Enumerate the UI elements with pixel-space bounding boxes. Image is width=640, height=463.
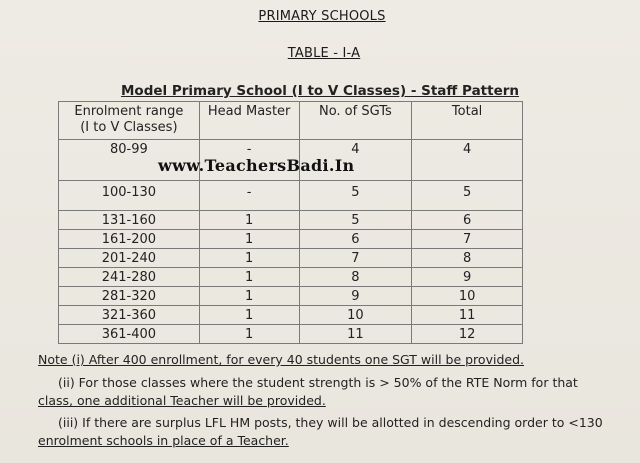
cell-total: 9 — [412, 268, 523, 287]
cell-head-master: 1 — [199, 230, 299, 249]
cell-sgts: 5 — [299, 211, 412, 230]
cell-head-master: 1 — [199, 306, 299, 325]
table-row — [59, 230, 523, 249]
note-one: Note (i) After 400 enrollment, for every 40 students one SGT will be provided. — [38, 352, 524, 367]
cell-sgts: 11 — [299, 325, 412, 344]
staff-pattern-table — [58, 101, 523, 344]
note-two: (ii) For those classes where the student strength is > 50% of the RTE Norm for that — [58, 375, 578, 390]
header-no-of-sgts: No. of SGTs — [299, 102, 412, 140]
cell-sgts: 4 — [299, 140, 412, 181]
table-row — [59, 268, 523, 287]
cell-range: 100-130 — [59, 181, 200, 211]
cell-total: 6 — [412, 211, 523, 230]
table-caption: Model Primary School (I to V Classes) - Staff Pattern — [120, 83, 520, 99]
table-row — [59, 325, 523, 344]
cell-range: 281-320 — [59, 287, 200, 306]
table-header-row — [59, 102, 523, 140]
cell-total: 7 — [412, 230, 523, 249]
cell-head-master: - — [199, 181, 299, 211]
cell-total: 12 — [412, 325, 523, 344]
cell-range: 321-360 — [59, 306, 200, 325]
website-watermark: www.TeachersBadi.In — [158, 156, 355, 175]
cell-head-master: 1 — [199, 249, 299, 268]
table-row — [59, 306, 523, 325]
note-two-continued: class, one additional Teacher will be provided. — [38, 393, 326, 408]
cell-total: 4 — [412, 140, 523, 181]
cell-range: 361-400 — [59, 325, 200, 344]
cell-total: 11 — [412, 306, 523, 325]
cell-sgts: 6 — [299, 230, 412, 249]
cell-sgts: 10 — [299, 306, 412, 325]
cell-sgts: 7 — [299, 249, 412, 268]
table-identifier: TABLE - I-A — [287, 46, 361, 61]
table-row — [59, 211, 523, 230]
table-row — [59, 287, 523, 306]
cell-total: 8 — [412, 249, 523, 268]
table-row — [59, 249, 523, 268]
cell-total: 10 — [412, 287, 523, 306]
header-enrolment-line1: Enrolment range — [74, 104, 184, 119]
cell-total: 5 — [412, 181, 523, 211]
cell-range: 131-160 — [59, 211, 200, 230]
cell-range: 201-240 — [59, 249, 200, 268]
note-three: (iii) If there are surplus LFL HM posts, they will be allotted in descending order to <130 — [58, 415, 603, 430]
table-row — [59, 181, 523, 211]
header-total: Total — [412, 102, 523, 140]
cell-range: 80-99 — [59, 140, 200, 181]
cell-sgts: 9 — [299, 287, 412, 306]
note-three-continued: enrolment schools in place of a Teacher. — [38, 433, 289, 448]
cell-range: 161-200 — [59, 230, 200, 249]
document-heading: PRIMARY SCHOOLS — [258, 9, 386, 24]
cell-head-master: 1 — [199, 325, 299, 344]
cell-head-master: 1 — [199, 287, 299, 306]
cell-sgts: 8 — [299, 268, 412, 287]
cell-head-master: 1 — [199, 268, 299, 287]
cell-range: 241-280 — [59, 268, 200, 287]
cell-head-master: - — [199, 140, 299, 181]
cell-sgts: 5 — [299, 181, 412, 211]
cell-head-master: 1 — [199, 211, 299, 230]
header-enrolment-line2: (I to V Classes) — [80, 120, 178, 135]
header-head-master: Head Master — [199, 102, 299, 140]
header-enrolment-range — [59, 102, 200, 140]
